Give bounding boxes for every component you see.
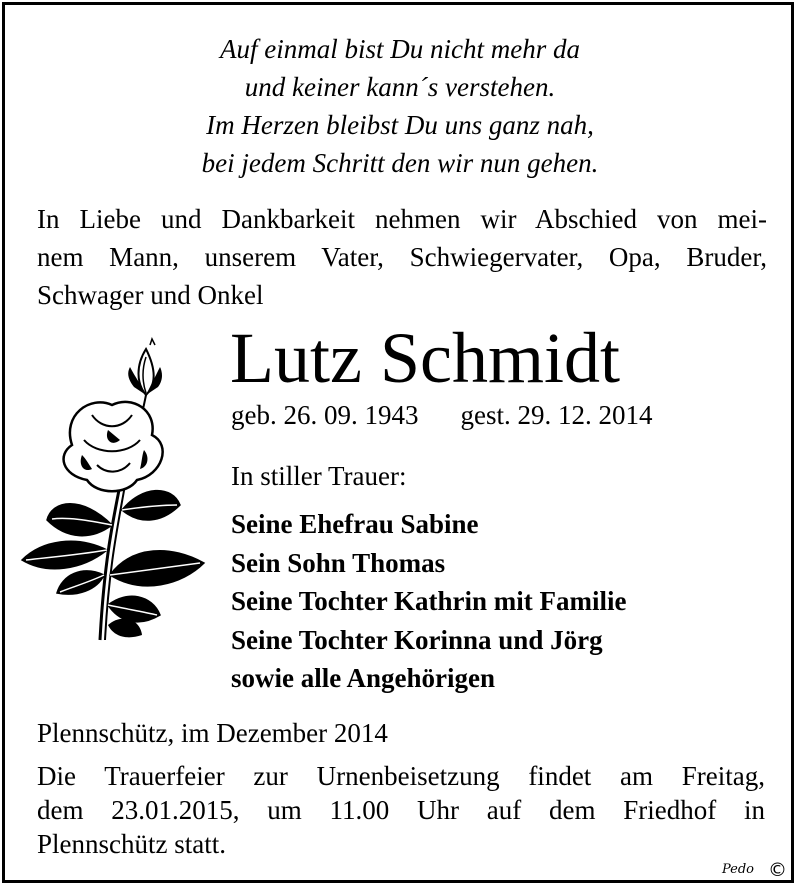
mourning-label: In stiller Trauer: <box>231 461 407 491</box>
life-dates <box>231 398 652 432</box>
intro-text <box>37 200 767 314</box>
birth-date: geb. 26. 09. 1943 <box>231 400 419 430</box>
family-list <box>231 505 626 698</box>
place-date: Plennschütz, im Dezember 2014 <box>37 718 388 748</box>
intro-line: nem Mann, unserem Vater, Schwiegervater, Opa, Bruder, <box>37 242 767 272</box>
rose-icon <box>12 335 212 645</box>
copyright-mark: © <box>768 859 787 881</box>
family-member: sowie alle Angehörigen <box>231 663 495 693</box>
family-member: Sein Sohn Thomas <box>231 547 446 578</box>
death-date: gest. 29. 12. 2014 <box>460 400 653 430</box>
ceremony-line: dem 23.01.2015, um 11.00 Uhr auf dem Friedhof in <box>37 795 765 825</box>
poem-line: bei jedem Schritt den wir nun gehen. <box>201 148 599 178</box>
family-member: Seine Tochter Kathrin mit Familie <box>231 586 627 616</box>
family-member: Seine Tochter Korinna und Jörg <box>231 624 603 655</box>
poem-line: Im Herzen bleibst Du uns ganz nah, <box>206 110 594 140</box>
deceased-name: Lutz Schmidt <box>230 318 620 398</box>
ceremony-line: Die Trauerfeier zur Urnenbeisetzung findet am Freitag, <box>37 761 765 791</box>
intro-line: In Liebe und Dankbarkeit nehmen wir Abschied von mei- <box>37 204 767 234</box>
family-member: Seine Ehefrau Sabine <box>231 509 479 539</box>
designer-credit: Pedo <box>721 862 754 877</box>
memorial-poem <box>0 30 800 182</box>
ceremony-text <box>37 759 765 861</box>
ceremony-line: Plennschütz statt. <box>37 829 226 859</box>
poem-line: und keiner kann´s verstehen. <box>244 72 556 102</box>
poem-line: Auf einmal bist Du nicht mehr da <box>220 34 580 64</box>
intro-line: Schwager und Onkel <box>37 280 264 310</box>
